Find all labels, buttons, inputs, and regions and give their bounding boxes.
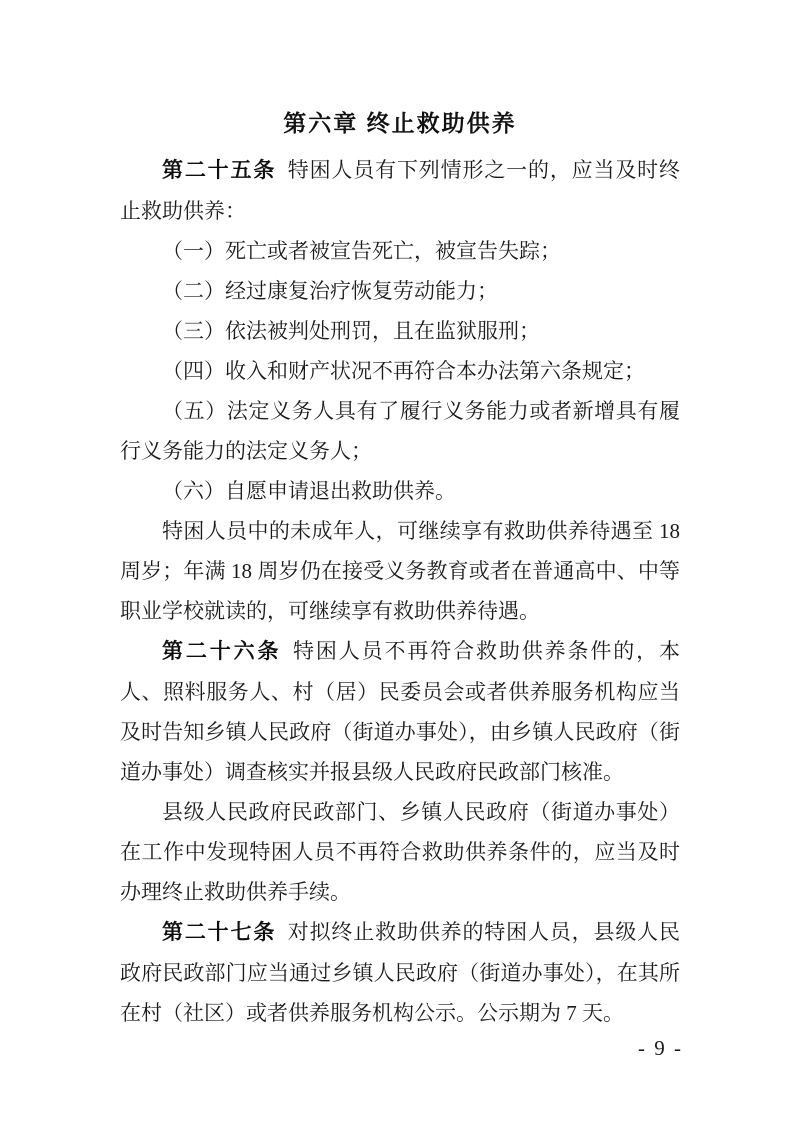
clause-4: （四）收入和财产状况不再符合本办法第六条规定； bbox=[162, 359, 645, 383]
article-26-number: 第二十六条 bbox=[162, 640, 282, 663]
article-26-text: 特困人员不再符合救助供养条件的，本人、照料服务人、村（居）民委员会或者供养服务机构应当及时告知乡镇人民政府（街道办事处），由乡镇人民政府（街道办事处）调查核实并报县级人民政府民政部门核准。 bbox=[120, 639, 681, 784]
chapter-heading: 第六章 终止救助供养 bbox=[283, 110, 517, 136]
clause-1: （一）死亡或者被宣告死亡，被宣告失踪； bbox=[162, 239, 561, 263]
article-25-paragraph-2: 特困人员中的未成年人，可继续享有救助供养待遇至 18 周岁；年满 18 周岁仍在接受义务教育或者在普通高中、中等职业学校就读的，可继续享有救助供养待遇。 bbox=[120, 519, 680, 623]
article-26-paragraph bbox=[120, 631, 680, 792]
article-27-number: 第二十七条 bbox=[162, 921, 277, 944]
clause-2: （二）经过康复治疗恢复劳动能力； bbox=[162, 279, 498, 303]
article-26-paragraph-2: 县级人民政府民政部门、乡镇人民政府（街道办事处）在工作中发现特困人员不再符合救助供养条件的，应当及时办理终止救助供养手续。 bbox=[120, 800, 680, 904]
article-25-text: 特困人员有下列情形之一的，应当及时终止救助供养： bbox=[120, 158, 681, 223]
article-27-text: 对拟终止救助供养的特困人员，县级人民政府民政部门应当通过乡镇人民政府（街道办事处），在其所在村（社区）或者供养服务机构公示。公示期为 7 天。 bbox=[120, 920, 681, 1025]
article-25-number: 第二十五条 bbox=[162, 159, 277, 182]
page-content bbox=[120, 103, 680, 1033]
clause-5: （五）法定义务人具有了履行义务能力或者新增具有履行义务能力的法定义务人； bbox=[120, 399, 680, 463]
article-25-paragraph bbox=[120, 150, 680, 231]
clause-6: （六）自愿申请退出救助供养。 bbox=[162, 479, 456, 503]
page-number: - 9 - bbox=[638, 1036, 683, 1060]
clause-3: （三）依法被判处刑罚，且在监狱服刑； bbox=[162, 319, 540, 343]
article-27-paragraph bbox=[120, 912, 680, 1033]
